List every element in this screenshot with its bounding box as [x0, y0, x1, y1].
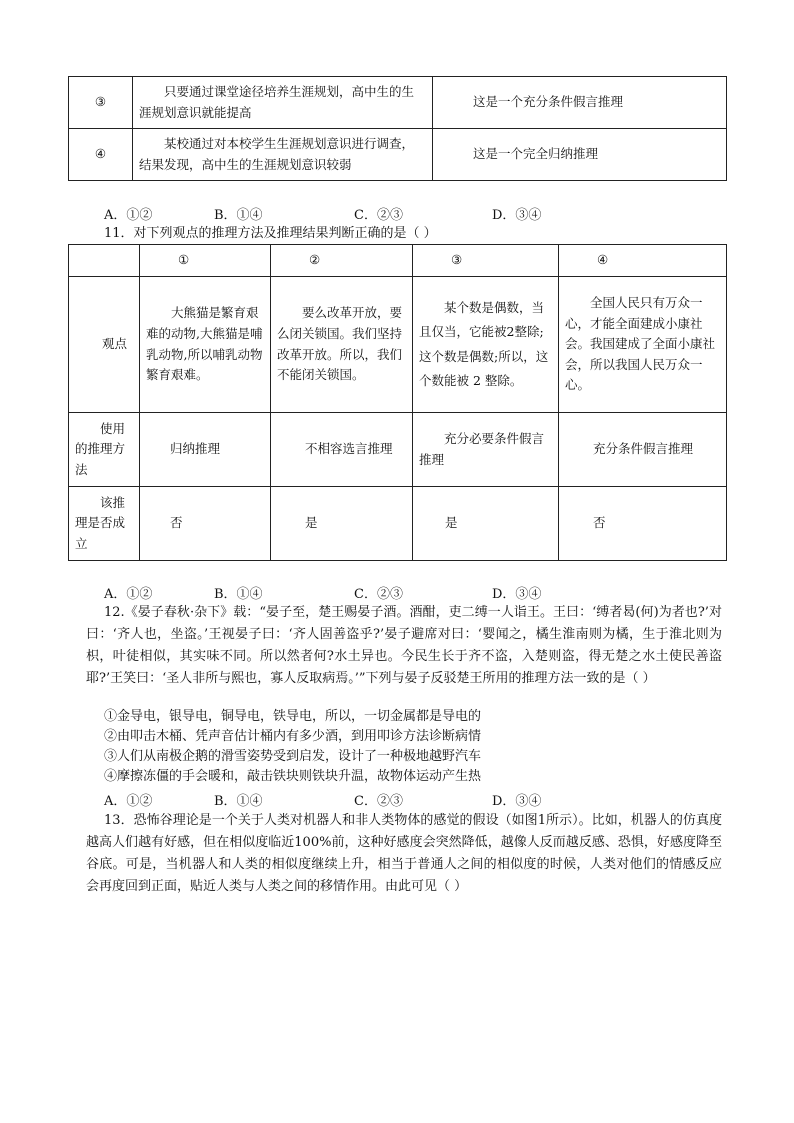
option-d[interactable]: D．③④	[492, 794, 542, 809]
q12-item: ②由叩击木桶、凭声音估计桶内有多少酒，到用叩诊方法诊断病情	[104, 729, 482, 744]
q11-method-3: 充分必要条件假言推理	[413, 413, 559, 487]
q11-header-3: ③	[413, 245, 559, 277]
q11-label-view: 观点	[69, 277, 140, 413]
option-c[interactable]: C．②③	[354, 587, 403, 602]
option-c[interactable]: C．②③	[354, 794, 403, 809]
q10-row-text: 某校通过对本校学生生涯规划意识进行调查，结果发现，高中生的生涯规划意识较弱	[133, 129, 433, 181]
q12-stem: 12.《晏子春秋·杂下》载：“晏子至，楚王赐晏子酒。酒酣，吏二缚一人诣王。王曰：‘缚者曷(何)为者也?’对曰：‘齐人也，坐盗。’王视晏子曰：‘齐人固善盗乎?’晏子避席对曰：‘婴闻之，橘生淮南则为橘，生于淮北则为枳，叶徒相似，其实味不同。所以然者何?水土异也。今民生长于齐不盗，入楚则盗，得无楚之水土使民善盗耶?’王笑曰：‘圣人非所与熙也，寡人反取病焉。’”下列与晏子反驳楚王所用的推理方法一致的是（ ）	[86, 605, 722, 686]
q12-options	[104, 790, 541, 809]
q12-item: ③人们从南极企鹅的滑雪姿势受到启发，设计了一种极地越野汽车	[104, 749, 482, 764]
q10-options	[104, 204, 541, 223]
q10-row-num: ④	[69, 129, 133, 181]
q11-label-method: 使用的推理方法	[69, 413, 140, 487]
q13-stem: 13．恐怖谷理论是一个关于人类对机器人和非人类物体的感觉的假设（如图1所示）。比如，机器人的仿真度越高人们越有好感，但在相似度临近100%前，这种好感度会突然降低，越像人反而越反感、恐惧，好感度降至谷底。可是，当机器人和人类的相似度继续上升，相当于普通人之间的相似度的时候，人类对他们的情感反应会再度回到正面，贴近人类与人类之间的移情作用。由此可见（ ）	[86, 813, 722, 894]
option-b[interactable]: B．①④	[214, 794, 263, 809]
q11-valid-3: 是	[413, 487, 559, 561]
q11-view-1: 大熊猫是繁育艰难的动物,大熊猫是哺乳动物,所以哺乳动物繁育艰难。	[140, 277, 271, 413]
option-b[interactable]: B．①④	[214, 587, 263, 602]
option-a[interactable]: A．①②	[104, 587, 153, 602]
q10-row-text: 只要通过课堂途径培养生涯规划，高中生的生涯规划意识就能提高	[133, 77, 433, 129]
q11-view-3: 某个数是偶数，当且仅当，它能被2整除;这个数是偶数;所以，这个数能被 2 整除。	[413, 277, 559, 413]
q11-table	[68, 244, 727, 561]
q10-row-judgment: 这是一个完全归纳推理	[433, 129, 727, 181]
q10-table	[68, 76, 727, 181]
option-a[interactable]: A．①②	[104, 208, 153, 223]
q11-method-1: 归纳推理	[140, 413, 271, 487]
q11-valid-2: 是	[271, 487, 413, 561]
option-d[interactable]: D．③④	[492, 587, 542, 602]
q11-method-2: 不相容选言推理	[271, 413, 413, 487]
q11-header-blank	[69, 245, 140, 277]
q11-options	[104, 583, 541, 602]
q10-row-num: ③	[69, 77, 133, 129]
q11-method-4: 充分条件假言推理	[559, 413, 727, 487]
q11-header-4: ④	[559, 245, 727, 277]
q11-view-2: 要么改革开放，要么闭关锁国。我们坚持改革开放。所以，我们不能闭关锁国。	[271, 277, 413, 413]
option-b[interactable]: B．①④	[214, 208, 263, 223]
option-d[interactable]: D．③④	[492, 208, 542, 223]
option-c[interactable]: C．②③	[354, 208, 403, 223]
q11-header-2: ②	[271, 245, 413, 277]
q11-header-1: ①	[140, 245, 271, 277]
q11-valid-4: 否	[559, 487, 727, 561]
q12-item: ④摩擦冻僵的手会暖和，敲击铁块则铁块升温，故物体运动产生热	[104, 769, 482, 784]
q12-item: ①金导电，银导电，铜导电，铁导电，所以，一切金属都是导电的	[104, 709, 482, 724]
option-a[interactable]: A．①②	[104, 794, 153, 809]
q10-row-judgment: 这是一个充分条件假言推理	[433, 77, 727, 129]
q11-valid-1: 否	[140, 487, 271, 561]
q11-label-valid: 该推理是否成立	[69, 487, 140, 561]
q11-stem: 11．对下列观点的推理方法及推理结果判断正确的是（ ）	[104, 226, 437, 241]
q11-view-4: 全国人民只有万众一心，才能全面建成小康社会。我国建成了全面小康社会，所以我国人民万众一心。	[559, 277, 727, 413]
